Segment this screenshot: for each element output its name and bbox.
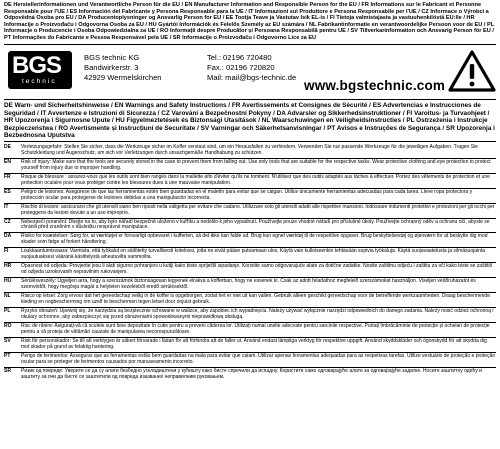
- safety-text: Risico op letsel: Zorg ervoor dat het gereedschap veilig in de koffer is opgeborgen, zodat het er niet uit kan vallen. Gebruik alleen geschikt gereedschap voor de betreffende werkzaamheden. Draag beschermende kleding en oogbescherming om uzelf te beschermen tegen letsel door onjuist gebruik.: [21, 293, 490, 305]
- safety-row: [4, 278, 496, 293]
- company-band: [4, 44, 496, 100]
- safety-text: Verletzungsgefahr: Stellen Sie sicher, dass die Werkzeuge sicher im Koffer verstaut sind, um ein Herausfallen zu verhindern. Verwenden Sie nur passende Werkzeuge für die jeweiligen Aufgaben. Tragen Sie Schutzkleidung und Augenschutz, um sich vor Verletzungen durch unsachgemäße Handhabung zu schützen.: [21, 143, 478, 156]
- warning-triangle-icon: [448, 49, 496, 93]
- safety-row: [4, 144, 496, 159]
- bgs-logo: [8, 51, 72, 89]
- safety-text: Risiko for kvæstelser: Sørg for, at værktøjet er forsvarligt opbevaret i kufferten, så det ikke kan falde ud. Brug kun egnet værktøj til de respektive opgaver. Brug beskyttelsestøj og øjenværn for at beskytte dig mod skader som følge af forkert håndtering.: [21, 233, 488, 246]
- contact-tel: Tel.: 02196 720480: [207, 53, 272, 62]
- company-name: BGS technic KG: [84, 53, 140, 62]
- safety-row: [4, 219, 496, 234]
- language-code: CZ: [4, 218, 11, 225]
- safety-row: [4, 353, 496, 368]
- safety-text: Risc de rănire: Asigurați-vă că sculele sunt bine depozitate în cutie pentru a preveni căderea lor. Utilizați numai unelte adecvate pentru sarcinile respective. Purtați îmbrăcăminte de protecție și ochelari de protecție pentru a vă proteja de vătămări cauzate de manipularea necorespunzătoare.: [21, 322, 490, 335]
- language-code: IT: [4, 203, 9, 210]
- contact-mail[interactable]: Mail: mail@bgs-technic.de: [207, 73, 297, 82]
- safety-text: Rischio di lesioni: assicurarsi che gli utensili siano ben riposti nella valigetta per evitare che cadano. Utilizzare solo gli utensili adatti alle rispettive mansioni. Indossare indumenti protettivi e protezioni per gli occhi per proteggersi da lesioni dovute a un uso improprio.: [21, 203, 495, 216]
- company-city: 42929 Wermelskirchen: [84, 73, 162, 82]
- website-link[interactable]: www.bgstechnic.com: [304, 78, 446, 93]
- safety-text: Risk of injury: Make sure that the tools are securely stored in the case to prevent them from falling out. Use only tools that are suitable for the respective tasks. Wear protective clothing and eye protection to protect yourself from injury due to improper handling.: [21, 158, 491, 171]
- language-code: HR: [4, 263, 12, 270]
- language-code: PT: [4, 352, 11, 359]
- safety-list: [4, 144, 496, 382]
- safety-row: [4, 293, 496, 308]
- language-code: NL: [4, 293, 11, 300]
- language-code: RO: [4, 322, 12, 329]
- safety-row: [4, 248, 496, 263]
- company-street: Bandwirkerstr. 3: [84, 63, 139, 72]
- safety-row: [4, 233, 496, 248]
- safety-text: Risque de blessure : assurez-vous que les outils sont bien rangés dans la mallette afin d'éviter qu'ils ne tombent. N'utilisez que des outils adaptés aux tâches à effectuer. Portez des vêtements de protection et une protection oculaire pour vous protéger contre les blessures dues à une mauvaise manipulation.: [21, 173, 490, 186]
- safety-row: [4, 323, 496, 338]
- language-code: FR: [4, 173, 11, 180]
- safety-row: [4, 204, 496, 219]
- manufacturer-info-header: DE Herstellerinformationen und Verantwortliche Person für die EU / EN Manufacturer Information and Responsible Person for the EU / FR Informations sur le Fabricant et Personne Responsable pour l'UE / ES Información del Fabricante y Persona Responsable para la UE / IT Informazioni sul Produttore e Persona Responsabile per l'UE / CZ Informace o Výrobci a Odpovědná Osoba pro EU / DA Producentoplysninger og Ansvarlig Person for EU / EE Tootja Teave ja Vastutav Isik EL-is / FI Tietoja valmistajasta ja vastuuhenkilöstä EU:lle / HR Informacije o Proizvođaču i Odgovorna Osoba za EU / HU Gyártói Információk és Felelős Személy az EU számára / NL Fabrikantinformatie en verantwoordelijke Persoon voor de EU / PL Informacje o Producencie i Osoba Odpowiedzialna za UE / RO Informații despre Producător și Persoana Responsabilă pentru UE / SV Tillverkarinformation och Ansvarig Person för EU / PT Informações do Fabricante e Pessoa Responsável pela UE / SR Informacije o Proizvođaču i Odgovorno Lice za EU: [4, 2, 495, 41]
- safety-text: Ryzyko obrażeń: Upewnij się, że narzędzia są bezpiecznie schowane w walizce, aby zapobiec ich wypadnięciu. Należy używać wyłącznie narzędzi odpowiednich do danego zadania. Należy nosić odzież ochronną i okulary ochronne, aby zabezpieczyć się przed obrażeniami spowodowanymi nieprawidłową obsługą.: [21, 307, 494, 320]
- safety-row: [4, 174, 496, 189]
- language-code: SV: [4, 337, 11, 344]
- language-code: ES: [4, 188, 11, 195]
- safety-text: Opasnost od ozljeda: Provjerite jesu li alati sigurno pohranjeni u kutiji kako biste spriječili ispadanje. Koristite samo odgovarajuće alate za dotične zadatke. Nosite zaštitnu odjeću i zaštitu za oči kako biste se zaštitili od ozljeda uzrokovanih nepravilnim rukovanjem.: [21, 263, 492, 276]
- safety-row: [4, 159, 496, 174]
- language-code: EN: [4, 158, 11, 165]
- language-code: HU: [4, 278, 12, 285]
- safety-text: Loukkaantumisvaara: Varmista, että työkalut on säilötetty turvallisesti kotelossi, jotta ne eivät pääse putoamaan ulos. Käytä vain kulloiseenkin tehtävään sopivia työkaluja. Käytä suojavaatetusta ja silmäsuojainta suojautuaksesi vääränä käsittelystä aiheutuvilta vammoilta.: [21, 248, 486, 261]
- safety-row: [4, 263, 496, 278]
- language-code: SR: [4, 367, 11, 374]
- logo-sub-text: technic: [22, 78, 57, 85]
- company-address: [84, 53, 162, 83]
- safety-text: Nebezpečí poranění: Dbejte na to, aby bylo nářadí bezpečně uloženo v kufříku a nedošlo k jeho vypadnutí. Používejte pouze vhodné nářadí pro příslušné úkoly. Používejte ochranný oděv a ochranu očí, abyste se chránili před zraněním v důsledku nesprávné manipulace.: [21, 218, 490, 231]
- contact-fax: Fax.: 02196 720820: [207, 63, 275, 72]
- safety-text: Risk för personskador: Se till att verktygen är säkert förvarade i lådan för att förhindra att de faller ut. Använd endast lämpliga verktyg för respektive uppgift. Använd skyddskläder och ögonskydd för att skydda dig mot skador på grund av felaktig hantering.: [21, 337, 487, 350]
- safety-row: [4, 189, 496, 204]
- safety-row: [4, 338, 496, 353]
- language-code: FI: [4, 248, 9, 255]
- safety-text: Ризик од повреде: Уверите се да су алати безбедно ускладиштени у кућишту како бисте спречили да испадну. Користите само одговарајуће алате за одговарајуће задатке. Носите заштитну одећу и заштиту за очи да бисте се заштитили од повреда изазваних неправилним руковањем.: [21, 367, 482, 380]
- language-code: PL: [4, 307, 11, 314]
- company-contact: [207, 53, 296, 83]
- safety-text: Sérülésveszély: Ügyeljen arra, hogy a szerszámok biztonságosan legyenek elrakva a kofferban, hogy ne essenek ki. Csak az adott feladathoz megfelelő szerszámokat használjon. Viseljen védőruházatot és szemvédőt, hogy megóvja magát a helytelen kezelésből eredő sérülésektől.: [21, 278, 476, 291]
- logo-main-text: BGS: [12, 52, 62, 79]
- safety-text: Peligro de lesiones: Asegúrese de que las herramientas estén bien guardadas en el maletín para evitar que se caigan. Utilice únicamente herramientas adecuadas para cada tarea. Lleve ropa protectora y protección ocular para protegerse de lesiones debidas a una manipulación incorrecta.: [21, 188, 473, 201]
- safety-row: [4, 308, 496, 323]
- safety-header: DE Warn- und Sicherheitshinweise / EN Warnings and Safety Instructions / FR Avertissements et Consignes de Sécurité / ES Advertencias e Instrucciones de Seguridad / IT Avvertenze e Istruzioni di Sicurezza / CZ Varování a Bezpečnostní Pokyny / DA Advarsler og Sikkerhedsinstruktioner / FI Varoitus- ja Turvaohjeet / HR Upozorenja i Sigurnosne Upute / HU Figyelmeztetések és Biztonsági Utasítások / NL Waarschuwingen en Veiligheidsinstructies / PL Ostrzeżenia i Instrukcje Bezpieczeństwa / RO Avertismente și Instrucțiuni de Securitate / SV Varningar och Säkerhetsanvisningar / PT Avisos e Instruções de Segurança / SR Upozorenja i Bezbednosna Uputstva: [4, 102, 496, 142]
- language-code: DA: [4, 233, 12, 240]
- language-code: DE: [4, 143, 11, 150]
- safety-text: Perigo de ferimentos: Assegurar que as ferramentas estão bem guardadas na mala para evitar que caiam. Utilizar apenas ferramentas adequadas para as respetivas tarefas. Utilize vestuário de proteção e proteção ocular para se proteger de ferimentos causados por manuseamento incorreto.: [21, 352, 496, 365]
- safety-row: [4, 368, 496, 382]
